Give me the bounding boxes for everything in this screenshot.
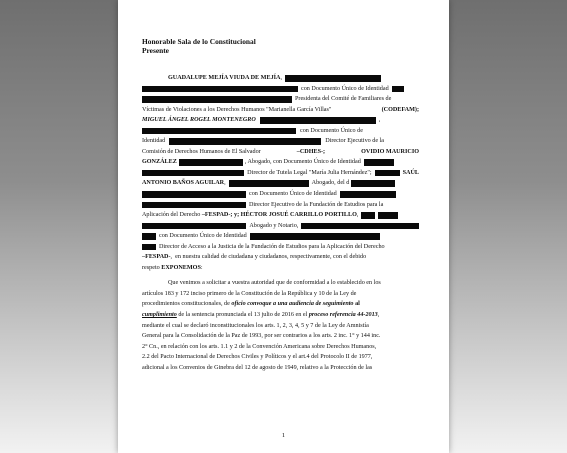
redaction-bar	[361, 212, 375, 219]
redaction-bar	[364, 159, 394, 166]
redaction-bar	[392, 86, 404, 93]
document-page	[118, 0, 449, 453]
text-line: –FESPAD- , en nuestra calidad de ciudadana y ciudadanos, respectivamente, con el debido	[142, 254, 367, 261]
page-number: 1	[281, 432, 286, 439]
redaction-bar	[351, 180, 395, 187]
redaction-bar	[142, 86, 298, 93]
text-line: procedimientos constitucionales, de oficio convoque a una audiencia de seguimiento al	[142, 301, 360, 308]
text-line: adicional a los Convenios de Ginebra del 12 de agosto de 1949, relativo a la Protección de las	[142, 364, 373, 371]
redaction-bar	[229, 180, 309, 187]
text-line: MIGUEL ÁNGEL ROGEL MONTENEGRO ,	[142, 117, 381, 124]
redaction-bar	[378, 212, 398, 219]
text-line: mediante el cual se declaró inconstitucionales los arts. 1, 2, 3, 4, 5 y 7 de la Ley de Amnistía	[142, 322, 369, 329]
text-line: Aplicación del Derecho –FESPAD-; y; HÉCTOR JOSUÉ CARRILLO PORTILLO ,	[142, 210, 419, 221]
redaction-bar	[142, 223, 246, 230]
text-line: Comisión de Derechos Humanos de El Salvador –CDHES-; OVIDIO MAURICIO	[142, 148, 419, 155]
text-line: Presidenta del Comité de Familiares de	[142, 94, 419, 105]
text-line: Abogado y Notario,	[142, 221, 419, 232]
redaction-bar	[142, 233, 156, 240]
text-line: con Documento Único de	[142, 126, 419, 137]
text-line: GUADALUPE MEJÍA VIUDA DE MEJÍA ,	[142, 73, 419, 84]
redaction-bar	[142, 170, 244, 177]
text-line: Director de Tutela Legal "María Julia Hernández"; SAÚL	[142, 168, 419, 179]
text-line: cumplimiento de la sentencia pronunciada el 13 julio de 2016 en el proceso referencia 44-2013 ,	[142, 312, 380, 319]
text-line: artículos 183 y 172 inciso primero de la Constitución de la República y 10 de la Ley de	[142, 290, 357, 297]
redaction-bar	[142, 244, 156, 251]
text-line: GONZÁLEZ , Abogado, con Documento Único de Identidad	[142, 157, 419, 168]
text-line: 2.2 del Pacto Internacional de Derechos Civiles y Políticos y el art.4 del Protocolo II de 1977,	[142, 354, 373, 361]
text-line: Que venimos a solicitar a vuestra autoridad que de conformidad a lo establecido en los	[168, 280, 381, 287]
petition-body	[142, 73, 419, 373]
addressee-block	[142, 37, 256, 55]
redaction-bar	[301, 223, 419, 230]
addressee-court: Honorable Sala de lo Constitucional	[142, 37, 256, 46]
text-line: Víctimas de Violaciones a los Derechos Humanos "Marianella García Villas" (CODEFAM);	[142, 106, 419, 113]
redaction-bar	[142, 191, 246, 198]
redaction-bar	[142, 202, 246, 209]
redaction-bar	[179, 159, 243, 166]
text-line: 2° Cn., en relación con los arts. 1.1 y 2 de la Convención Americana sobre Derechos Humanos,	[142, 343, 377, 350]
text-line: General para la Consolidación de la Paz de 1993, por ser contrarios a los arts. 2 inc. 1° y 144 inc.	[142, 333, 381, 340]
redaction-bar	[142, 128, 296, 135]
text-line: ANTONIO BAÑOS AGUILAR , Abogado, del d	[142, 178, 419, 189]
text-line: Identidad Director Ejecutivo de la	[142, 138, 385, 145]
text-line: con Documento Único de Identidad	[142, 231, 419, 242]
redaction-bar	[340, 191, 396, 198]
redaction-bar	[285, 75, 381, 82]
redaction-bar	[250, 233, 380, 240]
addressee-presente: Presente	[142, 46, 169, 55]
redaction-bar	[260, 117, 376, 124]
text-line: con Documento Único de Identidad	[142, 189, 419, 200]
text-line: con Documento Único de Identidad	[142, 84, 419, 95]
text-line: Director Ejecutivo de la Fundación de Estudios para la	[142, 200, 419, 211]
text-line: Director de Acceso a la Justicia de la Fundación de Estudios para la Aplicación del Derecho	[142, 242, 419, 253]
text-line: respeto EXPONEMOS :	[142, 264, 203, 271]
redaction-bar	[375, 170, 400, 177]
redaction-bar	[169, 138, 321, 145]
redaction-bar	[142, 96, 292, 103]
